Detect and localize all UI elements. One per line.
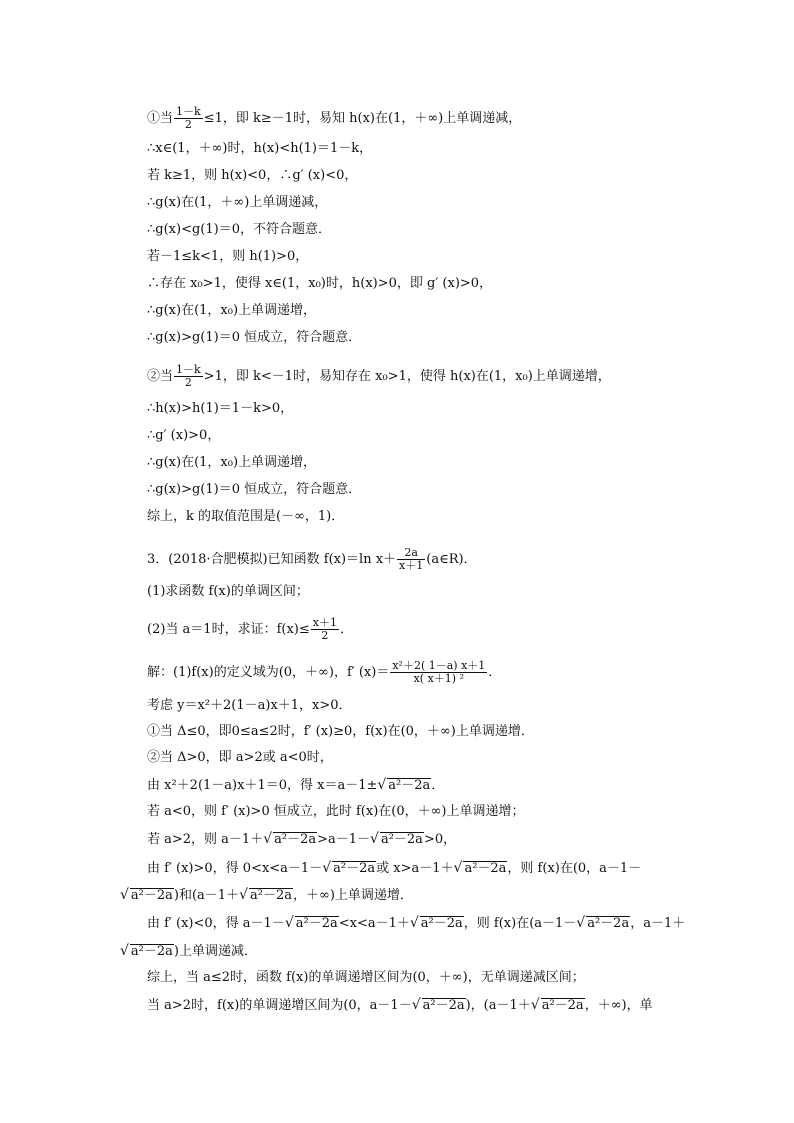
text-segment: ． bbox=[431, 778, 445, 793]
text-line: ∴h(x)>h(1)＝1－k>0， bbox=[147, 401, 294, 416]
text-segment: (a∈R)． bbox=[426, 552, 477, 567]
radical-sign: √ bbox=[284, 915, 294, 931]
fraction bbox=[174, 106, 203, 131]
text-segment: )和(a－1＋ bbox=[173, 888, 240, 903]
radicand: a²－2a bbox=[380, 832, 423, 847]
text-segment: 由 f′ (x)<0，得 a－1－ bbox=[147, 916, 285, 931]
radical-sign: √ bbox=[322, 860, 332, 876]
fraction-numerator: x＋1 bbox=[312, 616, 337, 629]
radicand: a²－2a bbox=[420, 916, 463, 931]
text-segment: 当 a>2时，f(x)的单调递增区间为(0，a－1－ bbox=[147, 998, 412, 1013]
radicand: a²－2a bbox=[464, 861, 507, 876]
text-line: ②当 Δ>0，即 a>2或 a<0时， bbox=[147, 750, 333, 765]
text-line: ∴存在 x₀>1，使得 x∈(1，x₀)时，h(x)>0，即 g′ (x)>0， bbox=[147, 276, 493, 291]
text-segment: <x<a－1＋ bbox=[338, 916, 410, 931]
text-segment: )上单调递减． bbox=[173, 944, 257, 959]
text-line bbox=[147, 659, 502, 685]
text-line: 若 a<0，则 f′ (x)>0 恒成立，此时 f(x)在(0，＋∞)上单调递增； bbox=[147, 804, 525, 819]
text-line: ①当 Δ≤0，即0≤a≤2时，f′ (x)≥0，f(x)在(0，＋∞)上单调递增． bbox=[147, 724, 534, 739]
radicand: a²－2a bbox=[130, 944, 173, 959]
radical-sign: √ bbox=[377, 777, 387, 793]
text-line: ∴g(x)>g(1)＝0 恒成立，符合题意． bbox=[147, 330, 362, 345]
radicand: a²－2a bbox=[274, 832, 317, 847]
text-segment: ≤1，即 k≥－1时，易知 h(x)在(1，＋∞)上单调递减， bbox=[203, 111, 522, 126]
fraction-denominator: x＋1 bbox=[399, 559, 424, 572]
radicand: a²－2a bbox=[388, 778, 431, 793]
text-line: 考虑 y＝x²＋2(1－a)x＋1，x>0． bbox=[147, 698, 352, 713]
text-segment: 解：(1)f(x)的定义域为(0，＋∞)，f′ (x)＝ bbox=[147, 665, 390, 680]
text-line bbox=[147, 860, 641, 876]
fraction-numerator: 1－k bbox=[176, 363, 201, 376]
fraction-numerator: 1－k bbox=[176, 105, 201, 118]
text-segment: ，＋∞)，单 bbox=[584, 998, 653, 1013]
radical-sign: √ bbox=[409, 915, 419, 931]
text-line: ∴g(x)<g(1)＝0，不符合题意． bbox=[147, 222, 331, 237]
radical-sign: √ bbox=[120, 943, 129, 959]
text-segment: ． bbox=[339, 622, 353, 637]
text-segment: 由 x²＋2(1－a)x＋1＝0，得 x＝a－1± bbox=[147, 778, 378, 793]
text-line: ∴x∈(1，＋∞)时，h(x)<h(1)＝1－k， bbox=[147, 141, 373, 156]
text-line: 若－1≤k<1，则 h(1)>0， bbox=[147, 249, 309, 264]
text-segment: ②当 bbox=[147, 369, 174, 384]
text-segment: 由 f′ (x)>0，得 0<x<a－1－ bbox=[147, 861, 323, 876]
text-line bbox=[147, 915, 685, 931]
fraction-denominator: 2 bbox=[184, 376, 192, 389]
text-line bbox=[147, 831, 456, 847]
text-line bbox=[147, 777, 444, 793]
text-segment: ，＋∞)上单调递增． bbox=[292, 888, 413, 903]
text-segment: ，则 f(x)在(a－1－ bbox=[463, 916, 577, 931]
text-segment: ①当 bbox=[147, 111, 174, 126]
radicand: a²－2a bbox=[250, 888, 292, 903]
radicand: a²－2a bbox=[130, 888, 173, 903]
problem-statement bbox=[147, 546, 477, 572]
radical-sign: √ bbox=[530, 997, 540, 1013]
text-segment: ，a－1＋ bbox=[630, 916, 686, 931]
radicand: a²－2a bbox=[422, 998, 465, 1013]
text-segment: >0， bbox=[423, 832, 457, 847]
text-segment: )，(a－1＋ bbox=[465, 998, 531, 1013]
radical-sign: √ bbox=[120, 887, 129, 903]
text-segment: 3．(2018·合肥模拟)已知函数 f(x)＝ln x＋ bbox=[147, 552, 397, 567]
text-segment: 或 x>a－1＋ bbox=[376, 861, 454, 876]
radicand: a²－2a bbox=[333, 861, 376, 876]
text-line bbox=[120, 887, 413, 903]
text-segment: >1，即 k<－1时，易知存在 x₀>1，使得 h(x)在(1，x₀)上单调递增， bbox=[203, 369, 611, 384]
radical-sign: √ bbox=[411, 997, 421, 1013]
fraction-denominator: 2 bbox=[184, 118, 192, 131]
fraction-numerator: 2a bbox=[397, 547, 425, 560]
radical-sign: √ bbox=[370, 831, 379, 847]
text-segment: (2)当 a＝1时，求证：f(x)≤ bbox=[147, 622, 310, 637]
text-line bbox=[147, 363, 611, 389]
radicand: a²－2a bbox=[295, 916, 338, 931]
text-segment: >a－1－ bbox=[317, 832, 371, 847]
radicand: a²－2a bbox=[541, 998, 584, 1013]
fraction bbox=[174, 364, 203, 389]
text-line: ∴g(x)在(1，＋∞)上单调递减， bbox=[147, 195, 328, 210]
text-line bbox=[147, 105, 522, 131]
text-line: ∴g(x)在(1，x₀)上单调递增， bbox=[147, 455, 317, 470]
radical-sign: √ bbox=[263, 831, 273, 847]
text-line: 若 k≥1，则 h(x)<0，∴g′ (x)<0， bbox=[147, 168, 358, 183]
text-segment: 若 a>2，则 a－1＋ bbox=[147, 832, 264, 847]
fraction bbox=[390, 660, 487, 685]
text-line: (1)求函数 f(x)的单调区间； bbox=[147, 584, 309, 599]
radical-sign: √ bbox=[576, 915, 586, 931]
fraction bbox=[311, 617, 339, 642]
text-segment: ． bbox=[488, 665, 502, 680]
text-line: 综上，k 的取值范围是(－∞，1)． bbox=[147, 509, 345, 524]
text-line: ∴g′ (x)>0， bbox=[147, 428, 221, 443]
radicand: a²－2a bbox=[587, 916, 630, 931]
fraction-denominator: 2 bbox=[321, 629, 329, 642]
fraction-numerator: x²＋2( 1－a) x＋1 bbox=[392, 659, 486, 672]
text-segment: ，则 f(x)在(0，a－1－ bbox=[507, 861, 642, 876]
fraction bbox=[397, 547, 425, 572]
text-line bbox=[147, 616, 353, 642]
text-line: ∴g(x)在(1，x₀)上单调递增， bbox=[147, 303, 317, 318]
fraction-denominator: x( x＋1) ² bbox=[413, 672, 464, 685]
text-line bbox=[147, 997, 653, 1013]
text-line: ∴g(x)>g(1)＝0 恒成立，符合题意． bbox=[147, 482, 362, 497]
radical-sign: √ bbox=[239, 887, 248, 903]
text-line bbox=[120, 943, 257, 959]
text-line: 综上，当 a≤2时，函数 f(x)的单调递增区间为(0，＋∞)，无单调递减区间； bbox=[147, 970, 585, 985]
radical-sign: √ bbox=[453, 860, 463, 876]
